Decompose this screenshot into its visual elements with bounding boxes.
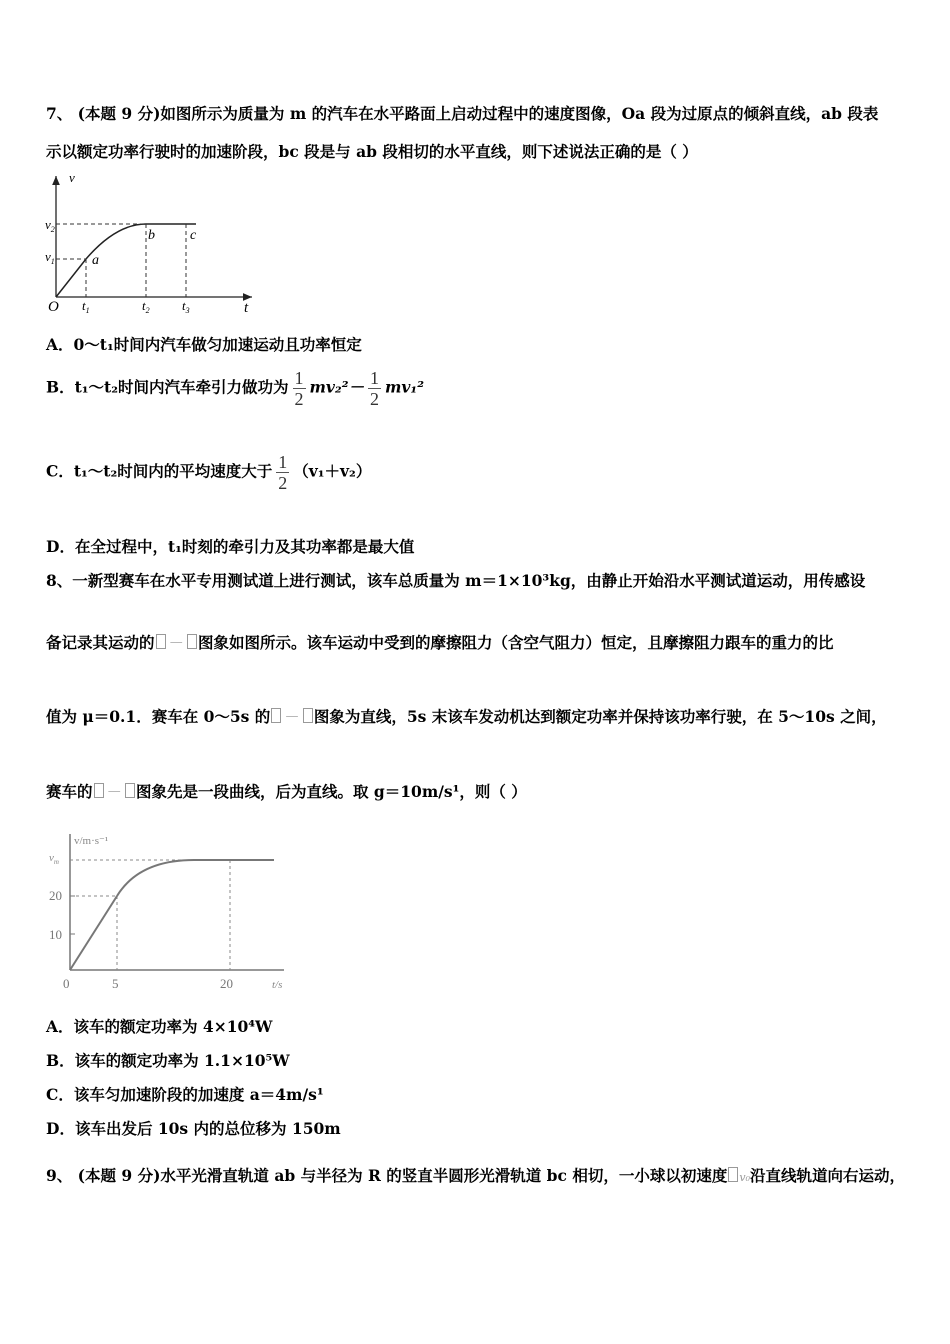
q7-velocity-graph <box>40 170 270 320</box>
q8-line1: 8、一新型赛车在水平专用测试道上进行测试，该车总质量为 m＝1×10³kg，由静止开始沿水平测试道运动，用传感设 <box>46 571 866 590</box>
missing-glyph-icon <box>187 634 197 649</box>
missing-glyph-icon <box>271 708 281 723</box>
q8-segment-curve <box>117 860 194 896</box>
q8-x20-label: 20 <box>220 976 233 991</box>
q8-x0-label: 0 <box>63 976 70 991</box>
missing-glyph-icon <box>156 634 166 649</box>
q7-axis-t-label: t <box>244 300 249 316</box>
q8-vm-label: $v_m$ <box>49 852 59 866</box>
q7-option-c: C．t₁～t₂时间内的平均速度大于 $\frac{1}{2}$ （v₁＋v₂） <box>46 452 372 493</box>
q7-t1-label: $t_1$ <box>82 298 90 315</box>
q8-option-a: A．该车的额定功率为 4×10⁴W <box>46 1017 273 1036</box>
q7-v1-label: $v_1$ <box>45 249 55 266</box>
q7-segment-oa <box>56 259 86 297</box>
q7-t3-label: $t_3$ <box>182 298 190 315</box>
q8-y20-label: 20 <box>49 888 62 903</box>
q8-velocity-graph <box>44 828 294 993</box>
q7-option-b-frac2: $\frac{1}{2}$ <box>370 368 379 409</box>
q7-point-a: a <box>92 253 99 268</box>
q8-option-c: C．该车匀加速阶段的加速度 a＝4m/s¹ <box>46 1085 324 1104</box>
q8-segment-linear <box>70 896 117 970</box>
q7-axis-v-label: v <box>69 170 75 185</box>
q9-line1: 9、 (本题 9 分)水平光滑直轨道 ab 与半径为 R 的竖直半圆形光滑轨道 bc 相切，一小球以初速度 v₀沿直线轨道向右运动， <box>46 1166 905 1185</box>
q8-option-b: B．该车的额定功率为 1.1×10⁵W <box>46 1051 290 1070</box>
q7-point-b: b <box>148 228 155 243</box>
q7-option-d: D．在全过程中，t₁时刻的牵引力及其功率都是最大值 <box>46 537 415 556</box>
q7-line1: 7、 (本题 9 分)如图所示为质量为 m 的汽车在水平路面上启动过程中的速度图像，Oa 段为过原点的倾斜直线，ab 段表 <box>46 104 879 123</box>
q8-axis-v-label: v/m·s⁻¹ <box>74 835 109 847</box>
q7-t2-label: $t_2$ <box>142 298 150 315</box>
q7-option-a: A．0～t₁时间内汽车做匀加速运动且功率恒定 <box>46 335 362 354</box>
q7-option-c-frac: $\frac{1}{2}$ <box>278 452 288 493</box>
missing-glyph-icon <box>125 783 135 798</box>
missing-glyph-icon <box>303 708 313 723</box>
missing-glyph-icon <box>728 1167 738 1182</box>
q8-line3: 值为 μ＝0.1．赛车在 0～5s 的 － 图象为直线，5s 末该车发动机达到额定功率并保持该功率行驶，在 5～10s 之间， <box>46 707 887 726</box>
q8-option-d: D．该车出发后 10s 内的总位移为 150m <box>46 1119 341 1138</box>
q8-y10-label: 10 <box>49 927 62 942</box>
q8-line4: 赛车的 － 图象先是一段曲线，后为直线。取 g＝10m/s¹，则（ ） <box>46 782 527 801</box>
missing-glyph-icon <box>94 783 104 798</box>
q7-line2: 示以额定功率行驶时的加速阶段，bc 段是与 ab 段相切的水平直线，则下述说法正确的是（ ） <box>46 142 698 161</box>
q8-axis-t-label: t/s <box>272 979 283 991</box>
q7-option-b: B．t₁～t₂时间内汽车牵引力做功为 $\frac{1}{2}$ mv₂²－ $\frac{1}{2}$ mv₁² <box>46 368 424 409</box>
q7-point-c: c <box>190 228 197 243</box>
q8-line2: 备记录其运动的 － 图象如图所示。该车运动中受到的摩擦阻力（含空气阻力）恒定，且摩擦阻力跟车的重力的比 <box>46 633 834 652</box>
q7-v2-label: $v_2$ <box>45 217 55 234</box>
q7-origin-label: O <box>48 299 59 315</box>
q7-option-b-frac1: $\frac{1}{2}$ <box>294 368 304 409</box>
q8-x5-label: 5 <box>112 976 119 991</box>
